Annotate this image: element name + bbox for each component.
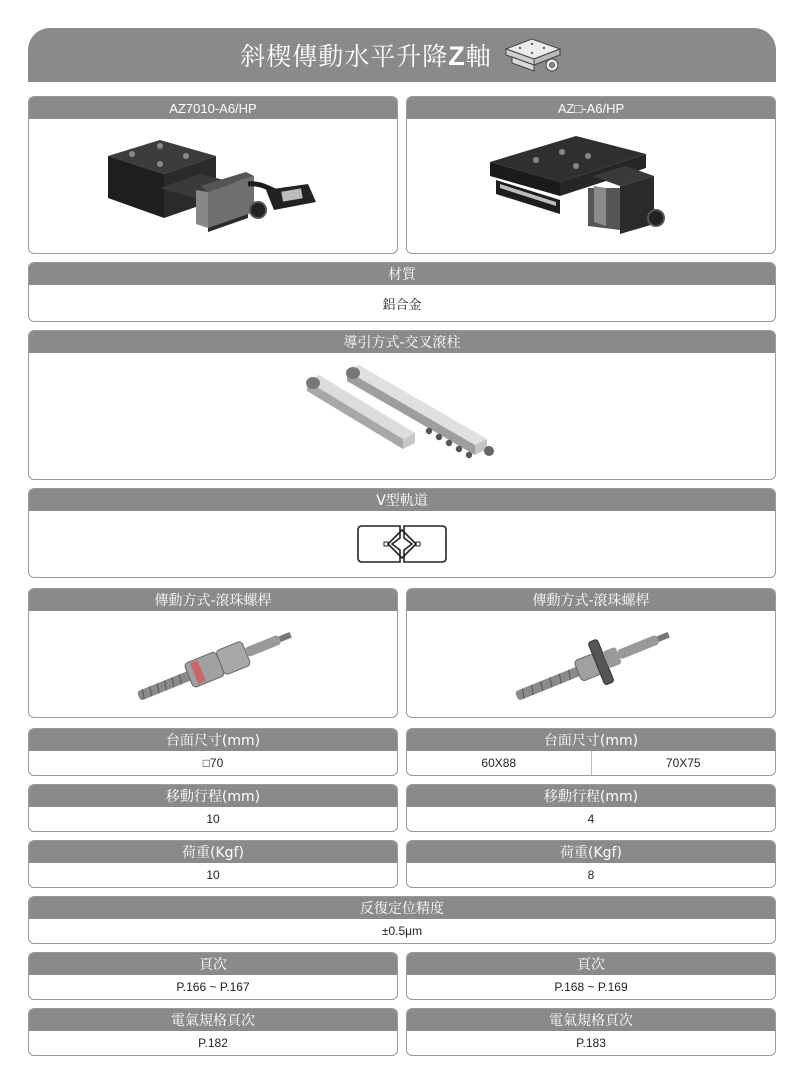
page-title-tail: 軸 — [465, 42, 492, 71]
load-value: 10 — [206, 868, 220, 882]
pages-card-right — [406, 952, 776, 1000]
repeatability-value: ±0.5μm — [381, 924, 423, 938]
repeatability-label: 反復定位精度 — [29, 897, 775, 919]
pages-label: 頁次 — [407, 953, 775, 975]
table-size-label: 台面尺寸(mm) — [29, 729, 397, 751]
drive-card-left — [28, 588, 398, 718]
drive-card-right — [406, 588, 776, 718]
guide-card — [28, 330, 776, 480]
electrical-value: P.183 — [576, 1036, 606, 1050]
v-rail-diagram — [354, 520, 450, 568]
page-title-text: 斜楔傳動水平升降 — [240, 42, 449, 71]
table-size-value: 70X75 — [591, 751, 776, 775]
load-card-left — [28, 840, 398, 888]
page-title-bold: Z — [448, 41, 466, 71]
table-size-label: 台面尺寸(mm) — [407, 729, 775, 751]
z-stage-thumbnail-icon — [502, 35, 564, 75]
stage-with-motor-and-cable-photo — [98, 126, 328, 246]
rail-label: V型軌道 — [29, 489, 775, 511]
travel-value: 10 — [206, 812, 220, 826]
electrical-card-left — [28, 1008, 398, 1056]
electrical-value: P.182 — [198, 1036, 228, 1050]
drive-label: 傳動方式-滾珠螺桿 — [407, 589, 775, 611]
travel-value: 4 — [587, 812, 595, 826]
electrical-label: 電氣規格頁次 — [29, 1009, 397, 1031]
model-name: AZ□-A6/HP — [407, 97, 775, 119]
material-card — [28, 262, 776, 322]
load-label: 荷重(Kgf) — [29, 841, 397, 863]
repeatability-card — [28, 896, 776, 944]
travel-card-right — [406, 784, 776, 832]
model-card-right — [406, 96, 776, 254]
electrical-label: 電氣規格頁次 — [407, 1009, 775, 1031]
travel-card-left — [28, 784, 398, 832]
travel-label: 移動行程(mm) — [29, 785, 397, 807]
page-title — [240, 37, 492, 73]
table-size-value: □70 — [202, 756, 224, 770]
table-size-value: 60X88 — [481, 756, 517, 770]
wide-stage-with-motor-photo — [476, 126, 706, 246]
rail-card — [28, 488, 776, 578]
drive-label: 傳動方式-滾珠螺桿 — [29, 589, 397, 611]
model-card-left — [28, 96, 398, 254]
pages-card-left — [28, 952, 398, 1000]
ball-screw-double-nut-photo — [128, 619, 298, 709]
load-label: 荷重(Kgf) — [407, 841, 775, 863]
travel-label: 移動行程(mm) — [407, 785, 775, 807]
material-label: 材質 — [29, 263, 775, 285]
model-name: AZ7010-A6/HP — [29, 97, 397, 119]
pages-value: P.166 ~ P.167 — [176, 980, 250, 994]
material-value: 鋁合金 — [382, 297, 422, 313]
table-size-card-right — [406, 728, 776, 776]
pages-label: 頁次 — [29, 953, 397, 975]
pages-value: P.168 ~ P.169 — [554, 980, 628, 994]
guide-label: 導引方式-交叉滾柱 — [29, 331, 775, 353]
page-title-bar — [28, 28, 776, 82]
table-size-card-left — [28, 728, 398, 776]
cross-roller-rail-photo — [297, 361, 507, 471]
load-value: 8 — [587, 868, 595, 882]
electrical-card-right — [406, 1008, 776, 1056]
ball-screw-flange-nut-photo — [506, 619, 676, 709]
load-card-right — [406, 840, 776, 888]
